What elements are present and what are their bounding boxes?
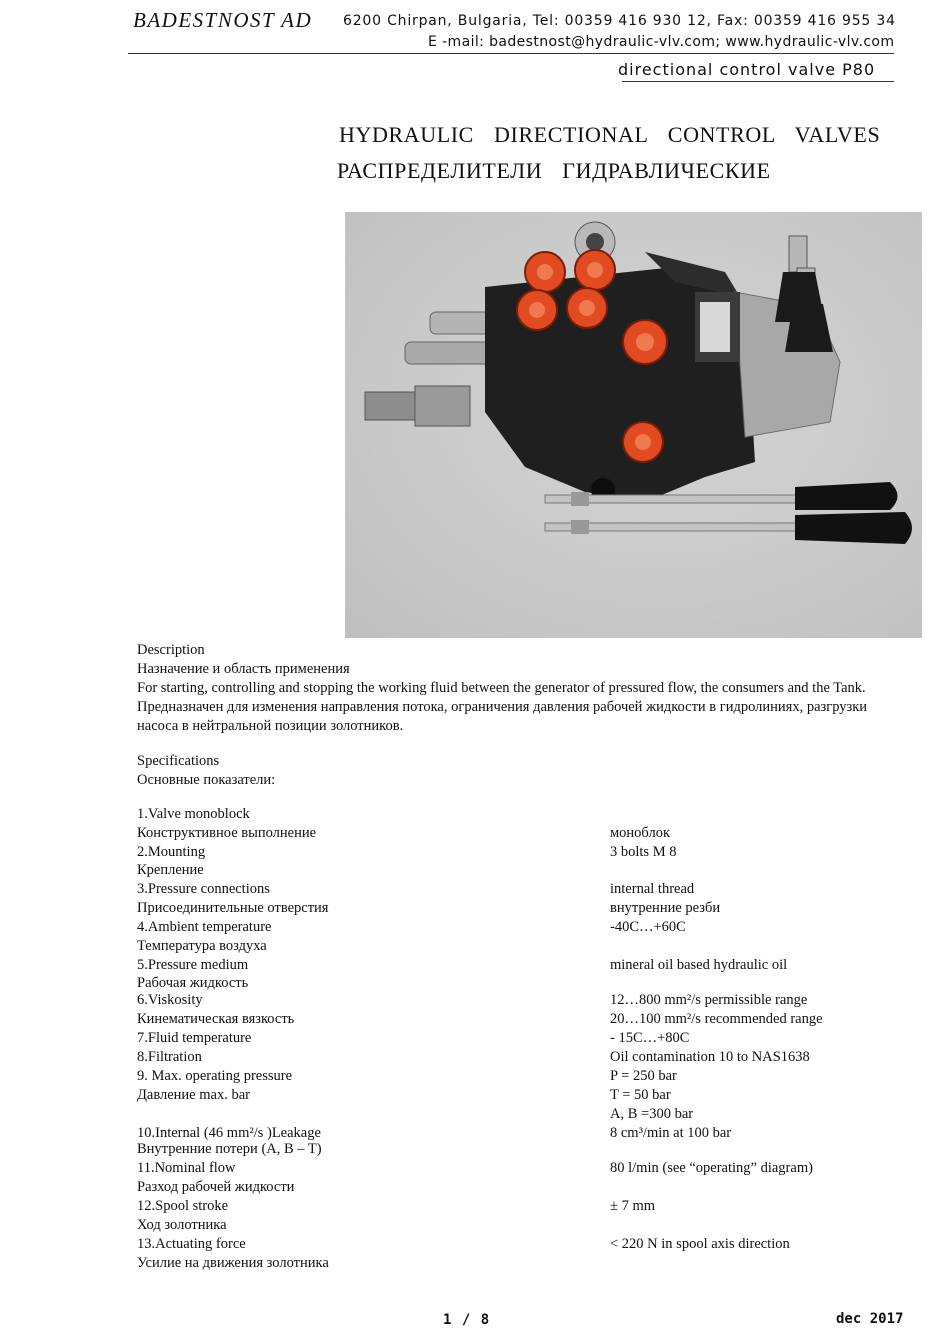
spec-label: Присоединительные отверстия	[137, 900, 329, 916]
spec-value: A, B =300 bar	[610, 1106, 694, 1122]
description-heading-ru: Назначение и область применения	[137, 661, 350, 677]
description-text: For starting, controlling and stopping the working fluid between the generator of pressured flow, the consumers and the Tank. Предназначен для изменения направления потока, ограничения давления рабочей жидкости в гидролиниях, разгрузки насоса в нейтральной позиции золотников.	[137, 680, 868, 734]
spec-value: P = 250 bar	[610, 1068, 677, 1084]
spec-label: Температура воздуха	[137, 938, 267, 954]
spec-label: 1.Valve monoblock	[137, 806, 250, 822]
title-english: HYDRAULIC DIRECTIONAL CONTROL VALVES	[339, 122, 881, 147]
spec-value: internal thread	[610, 881, 695, 897]
spec-label: 2.Mounting	[137, 844, 206, 860]
address-line: 6200 Chirpan, Bulgaria, Tel: 00359 416 930 12, Fax: 00359 416 955 34	[343, 13, 896, 29]
spec-value: Oil contamination 10 to NAS1638	[610, 1049, 810, 1065]
spec-value: - 15C…+80C	[610, 1030, 690, 1046]
spec-label: 7.Fluid temperature	[137, 1030, 252, 1046]
subtitle-rule	[622, 81, 894, 82]
spec-label: 5.Pressure medium	[137, 957, 249, 973]
spec-value: mineral oil based hydraulic oil	[610, 957, 788, 973]
spec-label: 9. Max. operating pressure	[137, 1068, 293, 1084]
spec-label: Ход золотника	[137, 1217, 227, 1233]
specifications-heading-ru: Основные показатели:	[137, 772, 276, 788]
spec-label: Кинематическая вязкость	[137, 1011, 295, 1027]
spec-label: Разход рабочей жидкости	[137, 1179, 295, 1195]
description-section	[137, 641, 907, 736]
spec-label: 3.Pressure connections	[137, 881, 270, 897]
document-subtitle: directional control valve P80	[618, 60, 876, 79]
spec-label: Усилие на движения золотника	[137, 1255, 329, 1271]
spec-label: Рабочая жидкость	[137, 975, 249, 991]
spec-value: моноблок	[610, 825, 670, 841]
spec-value: 80 l/min (see “operating” diagram)	[610, 1160, 813, 1176]
spec-label: Давление max. bar	[137, 1087, 250, 1103]
spec-label: Крепление	[137, 862, 204, 878]
spec-value: 8 cm³/min at 100 bar	[610, 1125, 732, 1141]
spec-label: 12.Spool stroke	[137, 1198, 229, 1214]
spec-label: Конструктивное выполнение	[137, 825, 317, 841]
spec-value: 12…800 mm²/s permissible range	[610, 992, 808, 1008]
spec-label: 4.Ambient temperature	[137, 919, 272, 935]
spec-value: 3 bolts M 8	[610, 844, 677, 860]
specifications-heading-en: Specifications	[137, 753, 220, 769]
title-russian: РАСПРЕДЕЛИТЕЛИ ГИДРАВЛИЧЕСКИЕ	[337, 158, 771, 183]
page-number: 1 / 8	[443, 1312, 491, 1328]
spec-label: 8.Filtration	[137, 1049, 202, 1065]
spec-value: ± 7 mm	[610, 1198, 656, 1214]
document-date: dec 2017	[836, 1311, 904, 1327]
spec-label: 13.Actuating force	[137, 1236, 246, 1252]
company-name: BADESTNOST AD	[133, 8, 313, 32]
specifications-heading	[137, 752, 275, 790]
spec-value: внутренние резби	[610, 900, 721, 916]
valve-photo	[345, 212, 922, 638]
header-rule	[128, 53, 894, 54]
spec-value: 20…100 mm²/s recommended range	[610, 1011, 823, 1027]
description-heading-en: Description	[137, 642, 205, 658]
contact-line: E -mail: badestnost@hydraulic-vlv.com; www.hydraulic-vlv.com	[428, 34, 895, 50]
spec-label: Внутренние потери (A, B – T)	[137, 1141, 322, 1157]
spec-label: 10.Internal (46 mm²/s )Leakage	[137, 1125, 321, 1141]
spec-value: T = 50 bar	[610, 1087, 671, 1103]
spec-value: -40C…+60C	[610, 919, 686, 935]
spec-value: < 220 N in spool axis direction	[610, 1236, 790, 1252]
spec-label: 6.Viskosity	[137, 992, 203, 1008]
spec-label: 11.Nominal flow	[137, 1160, 236, 1176]
